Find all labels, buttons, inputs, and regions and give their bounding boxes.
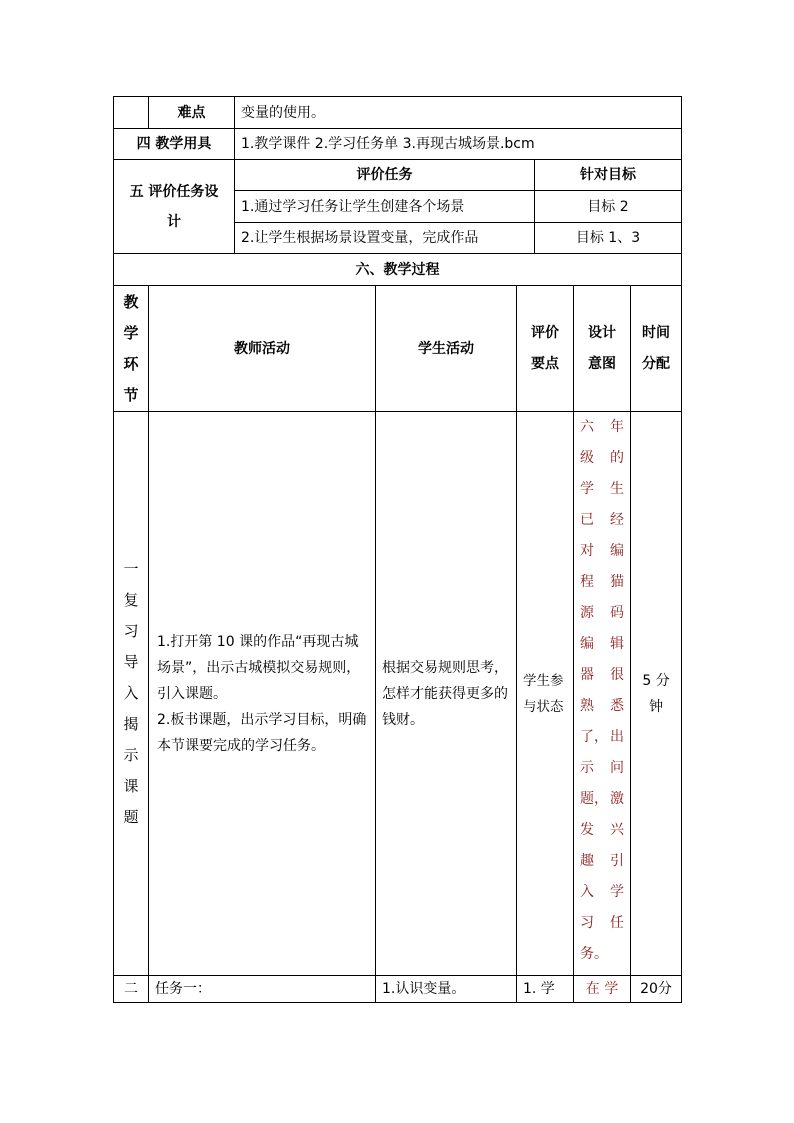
design-intent-char: 了，	[580, 729, 608, 745]
tools-label: 四 教学用具	[114, 129, 235, 160]
design-intent-line	[580, 939, 624, 970]
process-header-row	[114, 286, 682, 412]
stage2-label: 二	[114, 976, 149, 1003]
design-intent-char: 编	[580, 636, 594, 652]
design-intent-char: 引	[610, 853, 624, 869]
eval-section-label	[114, 160, 235, 254]
difficulty-value: 变量的使用。	[235, 97, 682, 129]
stage-header: 教 学 环 节	[114, 286, 149, 412]
teacher-activity-header: 教师活动	[149, 286, 376, 412]
design-intent-line	[580, 660, 624, 691]
difficulty-label: 难点	[149, 97, 235, 129]
tools-row	[114, 129, 682, 160]
design-intent-char: 题，	[580, 791, 608, 807]
stage1-teacher-activity	[149, 412, 376, 976]
design-intent-char: 悉	[610, 698, 624, 714]
tools-value: 1.教学课件 2.学习任务单 3.再现古城场景.bcm	[235, 129, 682, 160]
lesson-info-table	[113, 96, 682, 254]
eval-section-label-line2: 计	[167, 213, 181, 230]
design-intent-line	[580, 815, 624, 846]
teaching-process-table	[113, 253, 682, 1003]
design-intent-char: 六	[580, 419, 594, 435]
design-intent-line	[580, 505, 624, 536]
stage2-eval-points: 1. 学	[517, 976, 574, 1003]
design-intent-char: 源	[580, 605, 594, 621]
design-intent-char: 趣	[580, 853, 594, 869]
design-intent-char: 任	[610, 915, 624, 931]
design-intent-char: 熟	[580, 698, 594, 714]
design-intent-line	[580, 877, 624, 908]
stage2-student-activity: 1.认识变量。	[376, 976, 517, 1003]
eval-task-header: 评价任务	[235, 160, 535, 191]
stage2-row	[114, 976, 682, 1003]
design-intent-line	[580, 846, 624, 877]
design-intent-line	[580, 722, 624, 753]
design-intent-line	[580, 629, 624, 660]
design-intent-char: 生	[610, 481, 624, 497]
design-intent-line	[580, 474, 624, 505]
design-intent-char: 已	[580, 512, 594, 528]
stage1-row	[114, 412, 682, 976]
time-header: 时间 分配	[631, 286, 682, 412]
stage2-teacher-activity: 任务一：	[149, 976, 376, 1003]
design-intent-char: 编	[610, 543, 624, 559]
stage2-design-intent: 在 学	[574, 976, 631, 1003]
eval-header-row	[114, 160, 682, 191]
design-intent-char: 入	[580, 884, 594, 900]
design-intent-char: 激	[610, 791, 624, 807]
design-intent-header: 设计 意图	[574, 286, 631, 412]
design-intent-char: 程	[580, 574, 594, 590]
design-intent-char: 辑	[610, 636, 624, 652]
design-intent-char: 兴	[610, 822, 624, 838]
design-intent-char: 对	[580, 543, 594, 559]
design-intent-char: 级	[580, 450, 594, 466]
eval-task-cell: 2.让学生根据场景设置变量，完成作品	[235, 223, 535, 254]
eval-target-cell: 目标 1、3	[535, 223, 682, 254]
teacher-step-2: 2.板书课题，出示学习目标，明确本节课要完成的学习任务。	[157, 711, 367, 754]
design-intent-char: 习	[580, 915, 594, 931]
design-intent-char: 学	[610, 884, 624, 900]
stage1-label: 一 复 习 导 入 揭 示 课 题	[114, 412, 149, 976]
stage1-design-intent	[574, 412, 631, 976]
stage1-eval-points: 学生参与状态	[517, 412, 574, 976]
design-intent-char: 经	[610, 512, 624, 528]
stage1-student-activity: 根据交易规则思考，怎样才能获得更多的钱财。	[376, 412, 517, 976]
design-intent-char: 的	[610, 450, 624, 466]
design-intent-text	[580, 412, 624, 970]
design-intent-line	[580, 536, 624, 567]
design-intent-char: 很	[610, 667, 624, 683]
design-intent-line	[580, 412, 624, 443]
difficulty-row	[114, 97, 682, 129]
design-intent-char: 问	[610, 760, 624, 776]
design-intent-line	[580, 567, 624, 598]
process-title: 六、教学过程	[114, 254, 682, 286]
design-intent-line	[580, 784, 624, 815]
eval-section-label-line1: 五 评价任务设	[129, 183, 219, 200]
design-intent-line	[580, 598, 624, 629]
design-intent-char: 示	[580, 760, 594, 776]
process-title-row	[114, 254, 682, 286]
design-intent-line	[580, 908, 624, 939]
design-intent-line	[580, 691, 624, 722]
eval-target-cell: 目标 2	[535, 191, 682, 223]
design-intent-char: 码	[610, 605, 624, 621]
eval-points-header: 评价 要点	[517, 286, 574, 412]
design-intent-char: 猫	[610, 574, 624, 590]
lesson-plan-page	[113, 96, 681, 1003]
design-intent-char: 务。	[580, 946, 608, 962]
teacher-step-1: 1.打开第 10 课的作品“再现古城场景”，出示古城模拟交易规则，引入课题。	[157, 633, 361, 702]
student-activity-header: 学生活动	[376, 286, 517, 412]
design-intent-line	[580, 753, 624, 784]
stage2-time: 20分	[631, 976, 682, 1003]
eval-task-cell: 1.通过学习任务让学生创建各个场景	[235, 191, 535, 223]
empty-cell	[114, 97, 149, 129]
design-intent-char: 器	[580, 667, 594, 683]
stage1-time: 5 分钟	[631, 412, 682, 976]
eval-target-header: 针对目标	[535, 160, 682, 191]
design-intent-char: 发	[580, 822, 594, 838]
design-intent-char: 学	[580, 481, 594, 497]
design-intent-char: 出	[610, 729, 624, 745]
design-intent-line	[580, 443, 624, 474]
design-intent-char: 年	[610, 419, 624, 435]
